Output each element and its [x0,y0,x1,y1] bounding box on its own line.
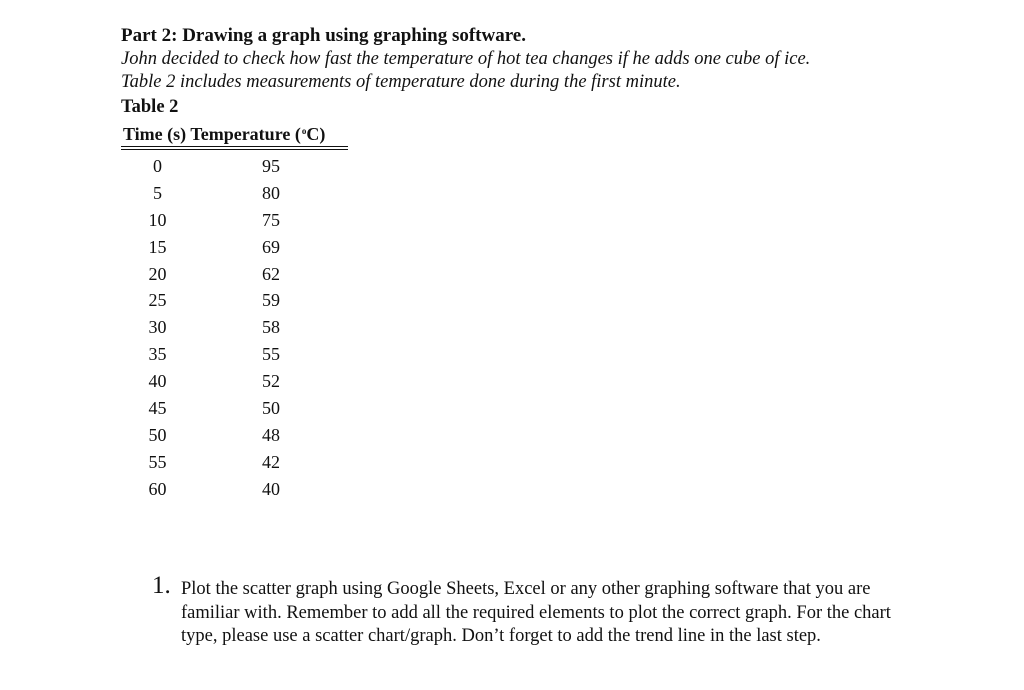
intro-line-2: Table 2 includes measurements of temperature done during the first minute. [121,72,681,92]
cell-time: 60 [148,478,167,499]
cell-time: 0 [153,156,162,176]
header-temperature: Temperature ($^o$C) [190,124,326,144]
data-table [121,119,348,503]
table-row [121,449,348,476]
header-time: Time (s) [123,124,187,144]
table-row [121,314,348,341]
cell-temperature: 55 [262,344,280,365]
cell-time: 40 [148,371,167,392]
question-text: Plot the scatter graph using Google Sheets, Excel or any other graphing software that you are familiar with. Remember to add all the required elements to plot the correct graph. For the chart type, please use a scatter chart/graph. Don’t forget to add the trend line in the last step. [181,579,891,646]
cell-time: 45 [148,398,167,419]
cell-time: 5 [153,182,162,203]
cell-temperature: 48 [262,424,280,445]
cell-temperature: 52 [262,371,280,392]
table-row [121,368,348,395]
intro-line-1: John decided to check how fast the temperature of hot tea changes if he adds one cube of ice. [121,49,811,69]
header-double-rule [121,146,348,150]
table-row [121,287,348,314]
cell-temperature: 80 [262,182,280,203]
table-row [121,395,348,422]
cell-time: 10 [148,209,167,230]
cell-temperature: 69 [262,236,280,257]
cell-temperature: 75 [262,209,280,230]
question-number: 1. [152,572,171,599]
table-header [121,119,348,143]
cell-time: 55 [148,451,167,472]
table-row [121,234,348,261]
table-row [121,341,348,368]
cell-time: 20 [148,263,167,284]
section-heading: Part 2: Drawing a graph using graphing software. [121,25,526,46]
cell-time: 25 [148,290,167,311]
cell-temperature: 59 [262,290,280,311]
table-body [121,153,348,503]
cell-temperature: 95 [262,156,280,176]
table-row [121,261,348,288]
cell-temperature: 42 [262,451,280,472]
intro-text [121,48,810,94]
cell-temperature: 50 [262,398,280,419]
cell-time: 50 [148,424,167,445]
cell-time: 30 [148,317,167,338]
cell-time: 35 [148,344,167,365]
table-row [121,422,348,449]
table-row [121,476,348,503]
cell-temperature: 62 [262,263,280,284]
table-row [121,153,348,180]
degree-symbol: o [301,126,307,136]
cell-temperature: 40 [262,478,280,499]
table-row [121,207,348,234]
cell-temperature: 58 [262,317,280,338]
table-row [121,180,348,207]
cell-time: 15 [148,236,167,257]
table-caption: Table 2 [121,97,179,117]
